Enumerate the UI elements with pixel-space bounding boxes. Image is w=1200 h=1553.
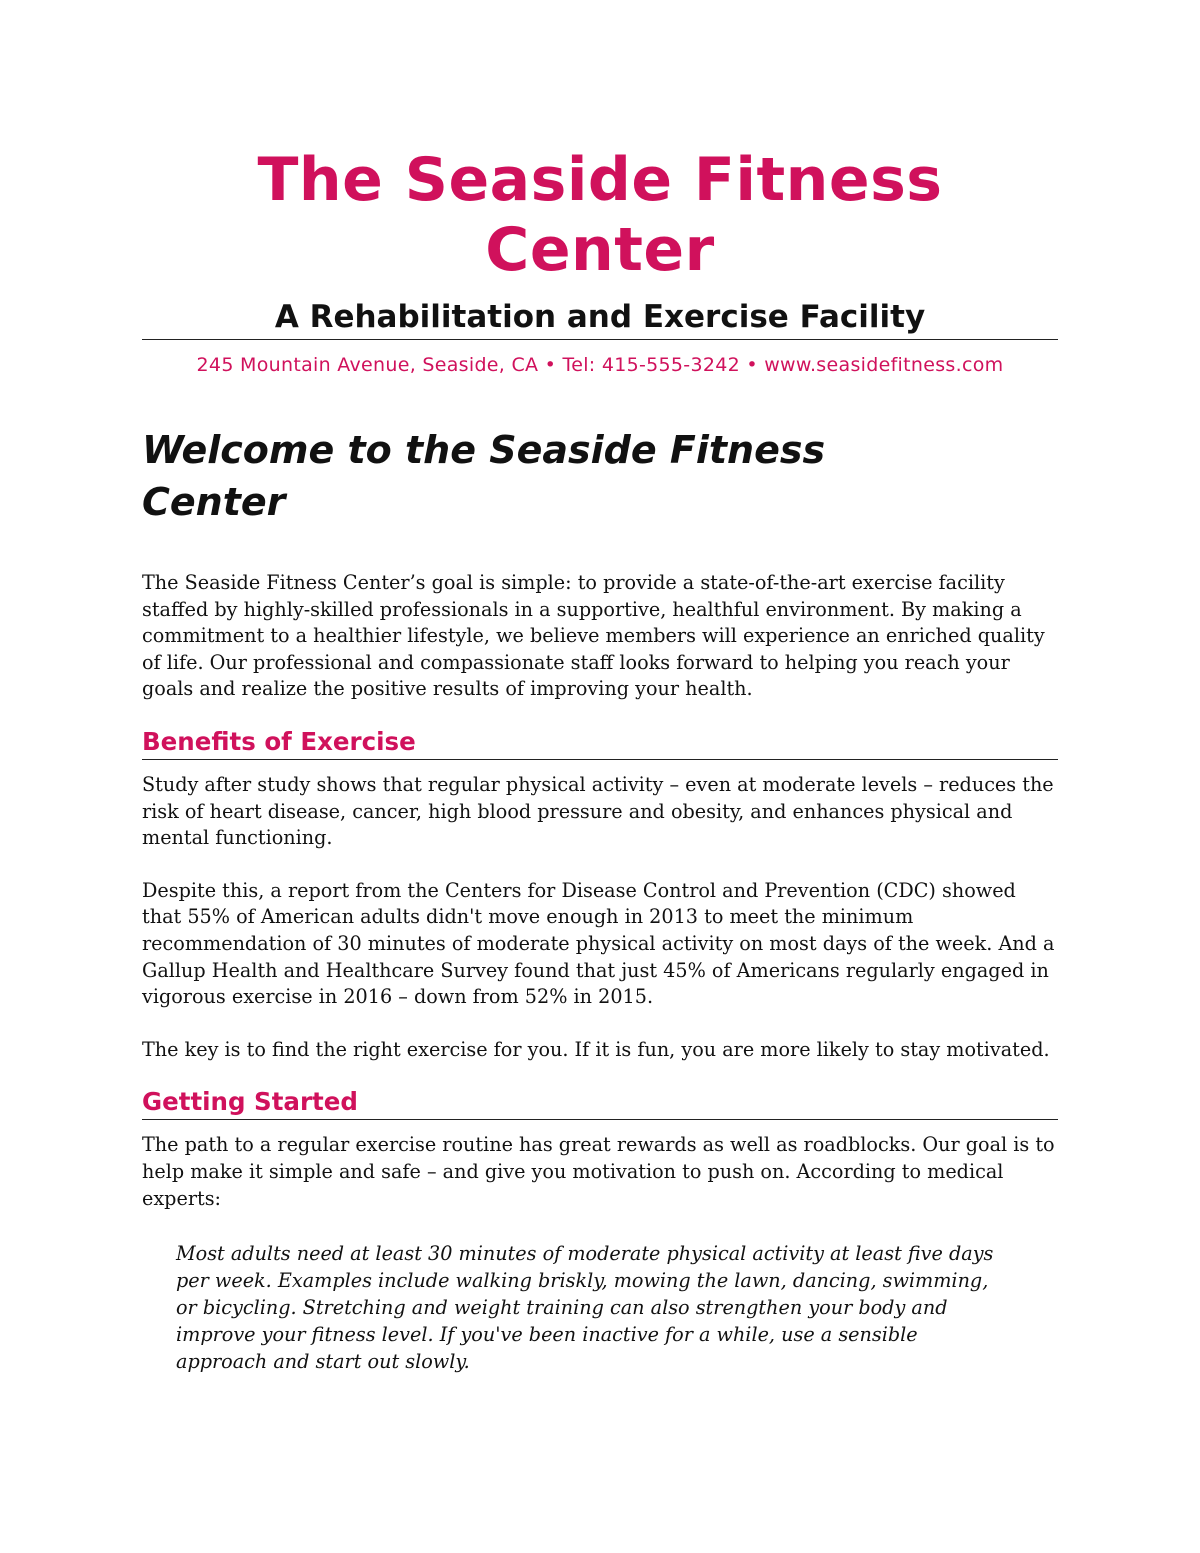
welcome-paragraph: The Seaside Fitness Center’s goal is simple: to provide a state-of-the-art exercise facility staffed by highly-skilled professionals in a supportive, healthful environment. By making a commitment to a healthier lifestyle, we believe members will experience an enriched quality of life. Our professional and compassionate staff looks forward to helping you reach your goals and realize the positive results of improving your health. [142, 571, 1045, 701]
contact-line: 245 Mountain Avenue, Seaside, CA • Tel: 415-555-3242 • www.seasidefitness.com [196, 354, 1004, 376]
document-page [142, 145, 1058, 1375]
getting-started-heading: Getting Started [142, 1087, 1058, 1120]
benefits-paragraph-3: The key is to find the right exercise for you. If it is fun, you are more likely to stay motivated. [142, 1037, 1050, 1061]
benefits-heading: Benefits of Exercise [142, 727, 1058, 760]
welcome-heading: Welcome to the Seaside Fitness Center [142, 428, 826, 524]
getting-started-paragraph: The path to a regular exercise routine has great rewards as well as roadblocks. Our goal is to help make it simple and safe – and give you motivation to push on. According to medical experts: [142, 1133, 1055, 1210]
benefits-paragraph-2: Despite this, a report from the Centers for Disease Control and Prevention (CDC) showed that 55% of American adults didn't move enough in 2013 to meet the minimum recommendation of 30 minutes of moderate physical activity on most days of the week. And a Gallup Health and Healthcare Survey found that just 45% of Americans regularly engaged in vigorous exercise in 2016 – down from 52% in 2015. [142, 878, 1055, 1009]
document-subtitle: A Rehabilitation and Exercise Facility [142, 297, 1058, 340]
expert-quote: Most adults need at least 30 minutes of moderate physical activity at least five days per week. Examples include walking briskly, mowing the lawn, dancing, swimming, or bicycling. Stretching and weight training can also strengthen your body and improve your fitness level. If you've been inactive for a while, use a sensible approach and start out slowly. [176, 1242, 994, 1374]
document-title: The Seaside Fitness Center [257, 145, 943, 285]
benefits-paragraph-1: Study after study shows that regular physical activity – even at moderate levels – reduces the risk of heart disease, cancer, high blood pressure and obesity, and enhances physical and mental functioning. [142, 772, 1054, 850]
